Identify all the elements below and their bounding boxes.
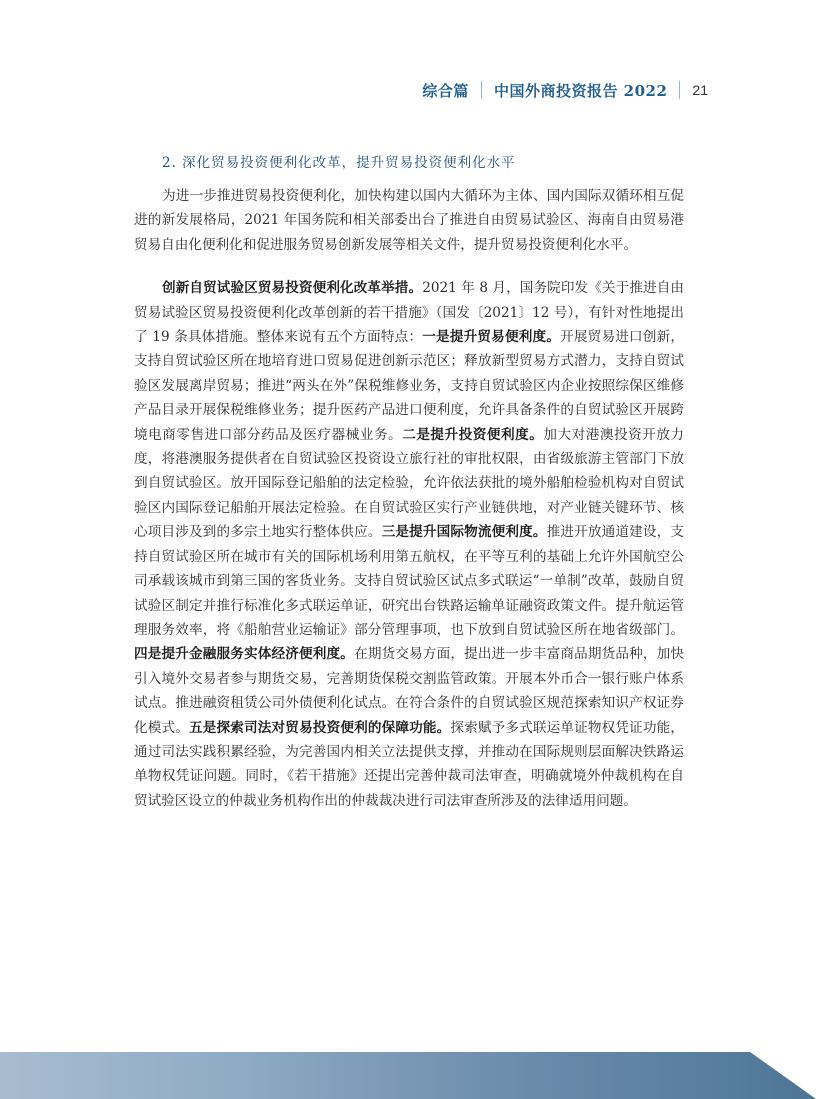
point-four-heading: 四是提升金融服务实体经济便利度。 <box>134 646 355 663</box>
point-three-heading: 三是提升国际物流便利度。 <box>381 524 547 541</box>
body-text: 在期货交易方面，提出进一步丰富商品期货品种，加快引入境外交易者参与期货交易，完善期货保税交割监管政策。开展本外币合一银行账户体系试点。推进融资租赁公司外债便利化试点。在符合条件的自贸试验区规范探索知识产权证券化模式。 <box>134 646 685 736</box>
header-divider <box>481 81 482 99</box>
page-number: 21 <box>692 82 708 98</box>
point-five-heading: 五是探索司法对贸易投资便利的保障功能。 <box>189 719 451 736</box>
measures-paragraph <box>134 276 684 813</box>
paragraph-lead-heading: 创新自贸试验区贸易投资便利化改革举措。 <box>162 280 423 297</box>
body-text: 推进开放通道建设，支持自贸试验区所在城市有关的国际机场利用第五航权，在平等互利的基础上允许外国航空公司承载该城市到第三国的客货业务。支持自贸试验区试点多式联运“一单制”改革，鼓励自贸试验区制定并推行标准化多式联运单证，研究出台铁路运输单证融资政策文件。提升航运管理服务效率，将《船舶营业运输证》部分管理事项，也下放到自贸试验区所在地省级部门。 <box>134 524 685 638</box>
body-text: 探索赋予多式联运单证物权凭证功能，通过司法实践积累经验，为完善国内相关立法提供支撑，并推动在国际规则层面解决铁路运单物权凭证问题。同时，《若干措施》还提出完善仲裁司法审查，明确就境外仲裁机构在自贸试验区设立的仲裁业务机构作出的仲裁裁决进行司法审查所涉及的法律适用问题。 <box>134 719 685 809</box>
header-divider <box>679 81 680 99</box>
intro-paragraph: 为进一步推进贸易投资便利化，加快构建以国内大循环为主体、国内国际双循环相互促进的新发展格局，2021 年国务院和相关部委出台了推进自由贸易试验区、海南自由贸易港贸易自由化便利化和促进服务贸易创新发展等相关文件，提升贸易投资便利化水平。 <box>134 188 684 253</box>
footer-gradient-bar <box>0 1052 816 1099</box>
header-section-label: 综合篇 <box>422 81 469 100</box>
point-two-heading: 二是提升投资便利度。 <box>402 426 544 443</box>
footer-corner-cut <box>750 1052 816 1099</box>
header-report-title: 中国外商投资报告 2022 <box>493 81 668 100</box>
section-subheading: 2. 深化贸易投资便利化改革，提升贸易投资便利化水平 <box>162 155 516 171</box>
body-text: 加大对港澳投资开放力度，将港澳服务提供者在自贸试验区投资设立旅行社的审批权限，由省级旅游主管部门下放到自贸试验区。放开国际登记船舶的法定检验，允许依法获批的境外船舶检验机构对自贸试验区内国际登记船舶开展法定检验。在自贸试验区实行产业链供地，对产业链关键环节、核心项目涉及到的多宗土地实行整体供应。 <box>134 426 685 541</box>
body-text: 开展贸易进口创新，支持自贸试验区所在地培育进口贸易促进创新示范区；释放新型贸易方式潜力，支持自贸试验区发展离岸贸易；推进“两头在外”保税维修业务，支持自贸试验区内企业按照综保区维修产品目录开展保税维修业务；提升医药产品进口便利度，允许具备条件的自贸试验区开展跨境电商零售进口部分药品及医疗器械业务。 <box>134 329 684 443</box>
main-content <box>134 152 684 813</box>
footer-decorative-band <box>0 1052 816 1099</box>
point-one-heading: 一是提升贸易便利度。 <box>422 329 561 346</box>
body-text: 2021 年 8 月，国务院印发《关于推进自由贸易试验区贸易投资便利化改革创新的若干措施》（国发〔2021〕12 号），有针对性地提出了 19 条具体措施。整体来说有五个方面特点： <box>134 280 684 346</box>
running-header <box>422 78 708 102</box>
